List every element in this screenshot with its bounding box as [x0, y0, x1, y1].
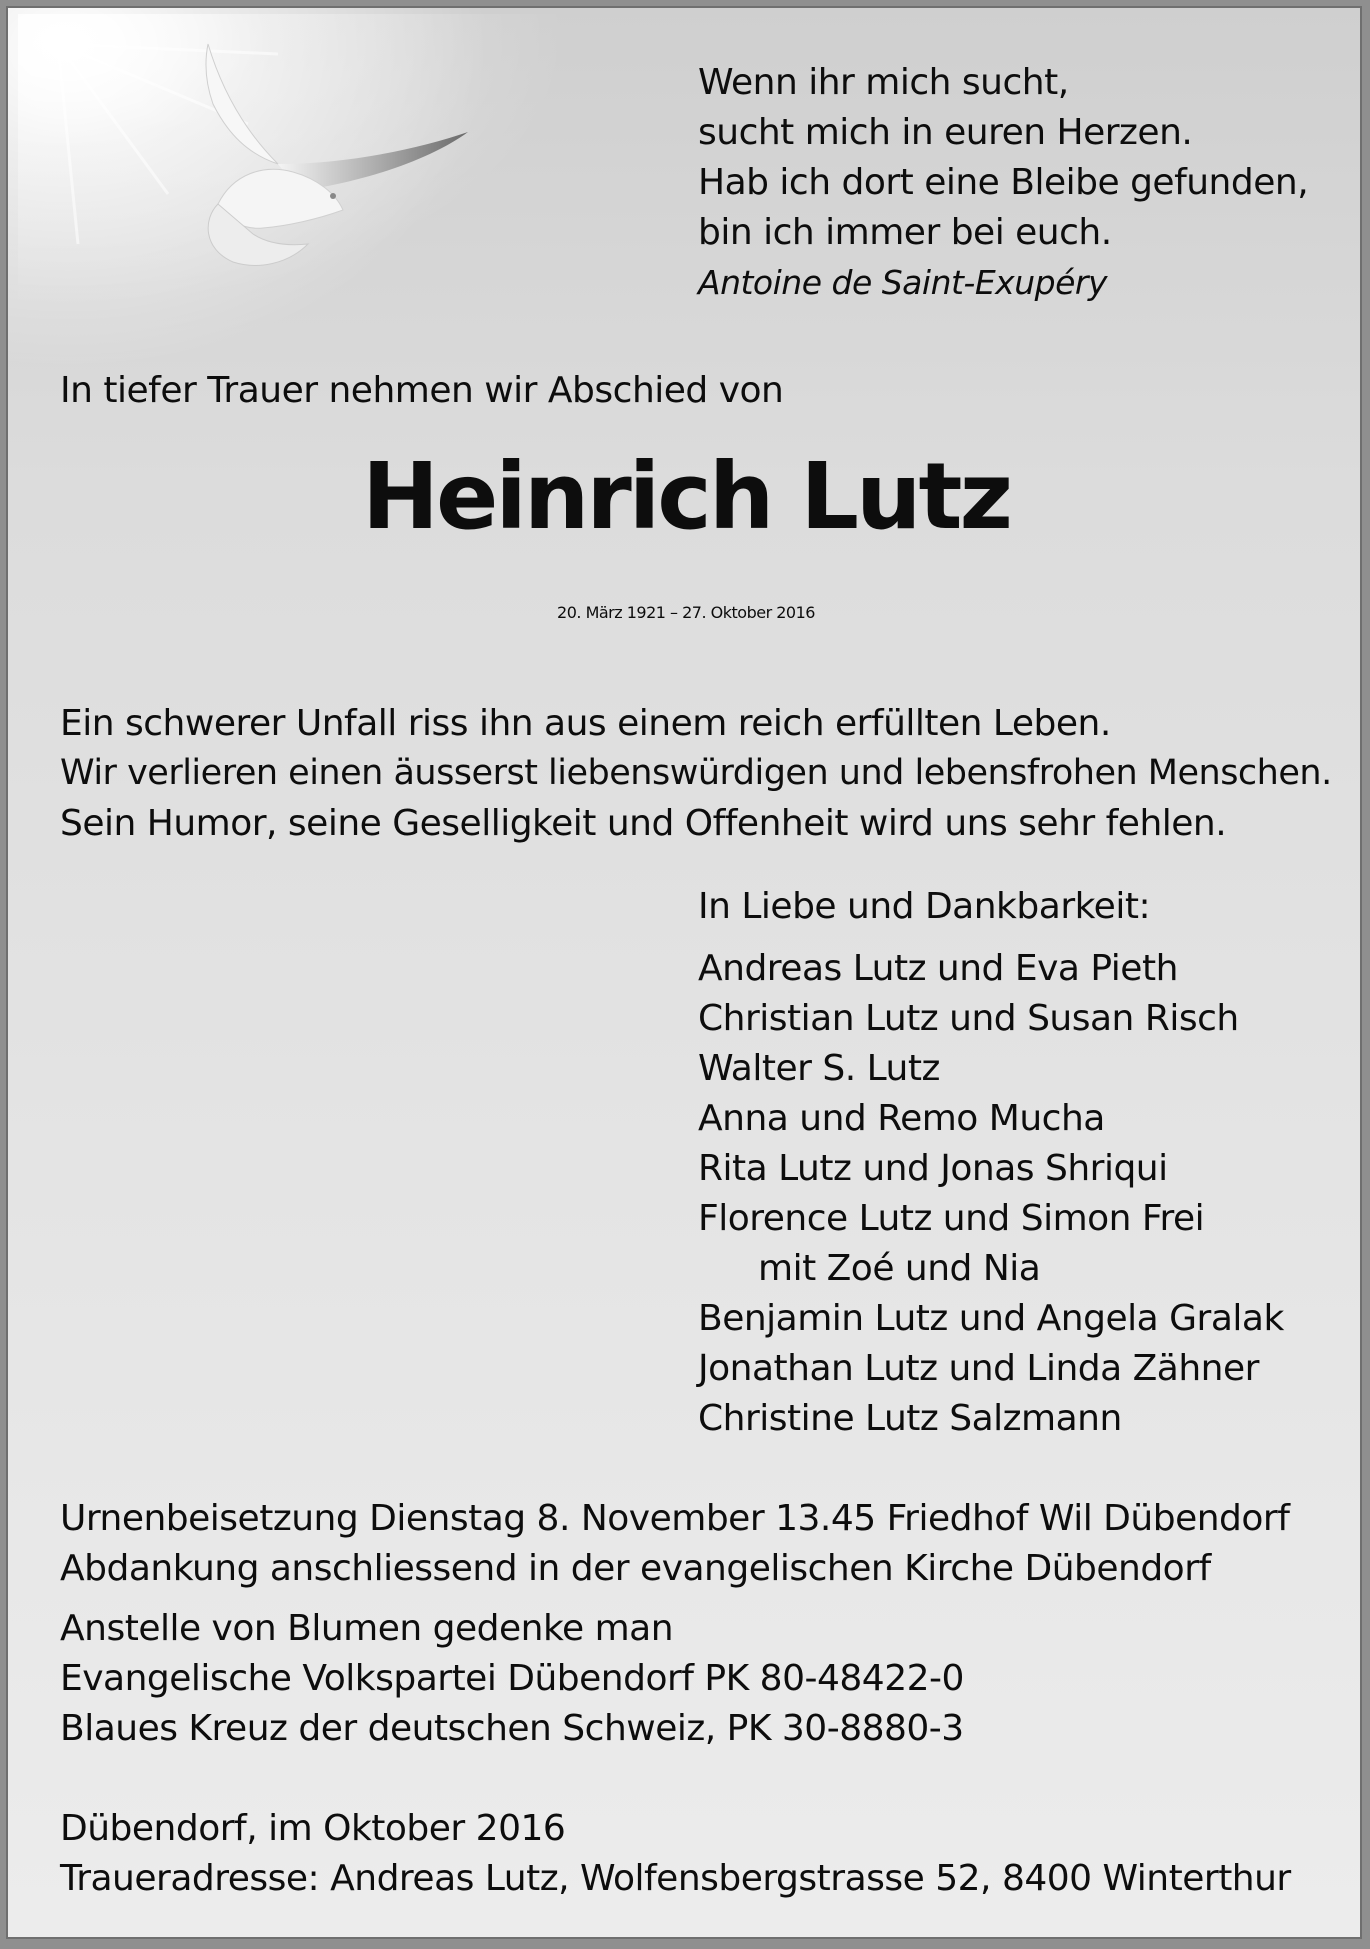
poem-line: Wenn ihr mich sucht,: [698, 62, 1069, 103]
family-member: Anna und Remo Mucha: [698, 1098, 1105, 1139]
donation-line: Evangelische Volkspartei Dübendorf PK 80-48422-0: [60, 1658, 964, 1699]
poem-line: bin ich immer bei euch.: [698, 212, 1112, 253]
place-date: Dübendorf, im Oktober 2016: [60, 1808, 566, 1849]
family-member: Rita Lutz und Jonas Shriqui: [698, 1148, 1168, 1189]
life-dates: 20. März 1921 – 27. Oktober 2016: [557, 603, 815, 622]
poem-line: Hab ich dort eine Bleibe gefunden,: [698, 162, 1309, 203]
donation-line: Blaues Kreuz der deutschen Schweiz, PK 30-8880-3: [60, 1708, 964, 1749]
poem-author: Antoine de Saint-Exupéry: [698, 263, 1107, 302]
message-line: Wir verlieren einen äusserst liebenswürdigen und lebensfrohen Menschen.: [60, 753, 1332, 793]
donation-line: Anstelle von Blumen gedenke man: [60, 1608, 674, 1649]
obituary-notice: [6, 6, 1362, 1939]
ceremony-line: Urnenbeisetzung Dienstag 8. November 13.45 Friedhof Wil Dübendorf: [60, 1498, 1290, 1539]
deceased-name: Heinrich Lutz: [361, 443, 1011, 550]
family-member: Benjamin Lutz und Angela Gralak: [698, 1298, 1284, 1339]
family-member: mit Zoé und Nia: [758, 1248, 1041, 1289]
family-member: Walter S. Lutz: [698, 1048, 940, 1089]
message-line: Ein schwerer Unfall riss ihn aus einem reich erfüllten Leben.: [60, 703, 1111, 744]
poem-line: sucht mich in euren Herzen.: [698, 112, 1193, 153]
dankbarkeit-heading: In Liebe und Dankbarkeit:: [698, 886, 1151, 927]
message-line: Sein Humor, seine Geselligkeit und Offenheit wird uns sehr fehlen.: [60, 803, 1227, 844]
family-member: Christine Lutz Salzmann: [698, 1398, 1122, 1439]
family-member: Christian Lutz und Susan Risch: [698, 998, 1239, 1039]
mourning-address: Traueradresse: Andreas Lutz, Wolfensbergstrasse 52, 8400 Winterthur: [60, 1858, 1291, 1899]
ceremony-line: Abdankung anschliessend in der evangelischen Kirche Dübendorf: [60, 1548, 1211, 1589]
family-member: Florence Lutz und Simon Frei: [698, 1198, 1205, 1239]
dove-icon: [18, 14, 578, 314]
family-member: Andreas Lutz und Eva Pieth: [698, 948, 1178, 989]
intro-text: In tiefer Trauer nehmen wir Abschied von: [60, 370, 784, 411]
family-member: Jonathan Lutz und Linda Zähner: [698, 1348, 1259, 1389]
